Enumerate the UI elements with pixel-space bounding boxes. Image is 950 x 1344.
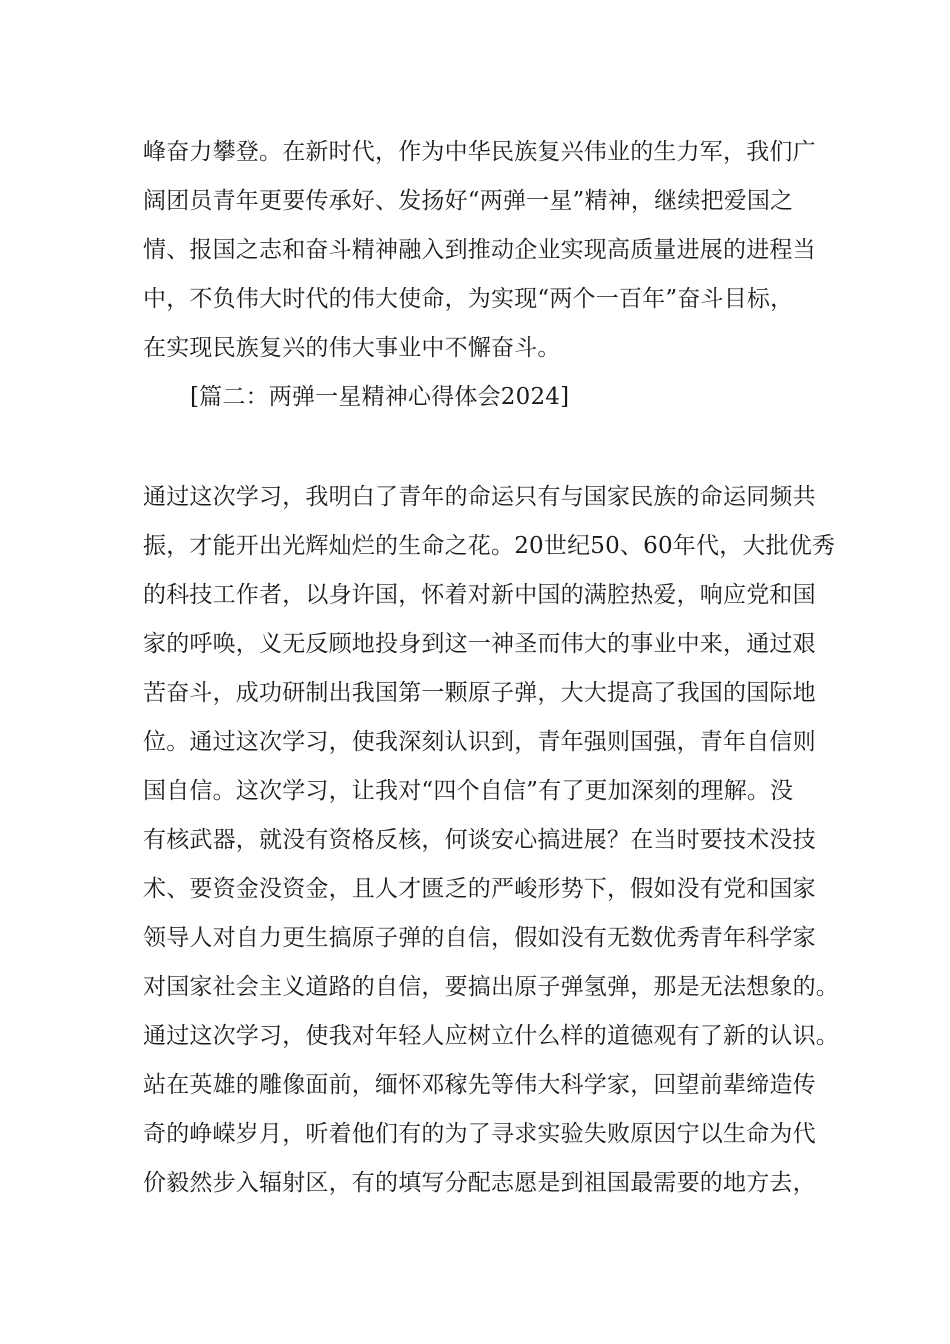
text-line: 对国家社会主义道路的自信，要搞出原子弹氢弹，那是无法想象的。 [143, 974, 839, 1000]
text-line: 奇的峥嵘岁月，听着他们有的为了寻求实验失败原因宁以生命为代 [143, 1121, 816, 1147]
section-heading: [篇二：两弹一星精神心得体会2024] [190, 384, 570, 410]
text-line: 通过这次学习，我明白了青年的命运只有与国家民族的命运同频共 [143, 484, 816, 510]
text-line: 站在英雄的雕像面前，缅怀邓稼先等伟大科学家，回望前辈缔造传 [143, 1072, 816, 1098]
text-line: 振，才能开出光辉灿烂的生命之花。20世纪50、60年代，大批优秀 [143, 533, 836, 559]
text-line: 价毅然步入辐射区，有的填写分配志愿是到祖国最需要的地方去， [143, 1170, 816, 1196]
text-line: 国自信。这次学习，让我对“四个自信”有了更加深刻的理解。没 [143, 778, 794, 804]
text-line: 情、报国之志和奋斗精神融入到推动企业实现高质量进展的进程当 [143, 237, 816, 263]
text-line: 苦奋斗，成功研制出我国第一颗原子弹，大大提高了我国的国际地 [143, 680, 816, 706]
text-line: 阔团员青年更要传承好、发扬好“两弹一星”精神，继续把爱国之 [143, 188, 794, 214]
text-line: 领导人对自力更生搞原子弹的自信，假如没有无数优秀青年科学家 [143, 925, 816, 951]
text-line: 峰奋力攀登。在新时代，作为中华民族复兴伟业的生力军，我们广 [143, 139, 816, 165]
text-line: 在实现民族复兴的伟大事业中不懈奋斗。 [143, 335, 561, 361]
text-line: 的科技工作者，以身许国，怀着对新中国的满腔热爱，响应党和国 [143, 582, 816, 608]
text-line: 通过这次学习，使我对年轻人应树立什么样的道德观有了新的认识。 [143, 1023, 839, 1049]
text-line: 有核武器，就没有资格反核，何谈安心搞进展？在当时要技术没技 [143, 827, 816, 853]
text-line: 位。通过这次学习，使我深刻认识到，青年强则国强，青年自信则 [143, 729, 816, 755]
text-line: 中，不负伟大时代的伟大使命，为实现“两个一百年”奋斗目标， [143, 286, 794, 312]
text-line: 家的呼唤，义无反顾地投身到这一神圣而伟大的事业中来，通过艰 [143, 631, 816, 657]
text-line: 术、要资金没资金，且人才匮乏的严峻形势下，假如没有党和国家 [143, 876, 816, 902]
